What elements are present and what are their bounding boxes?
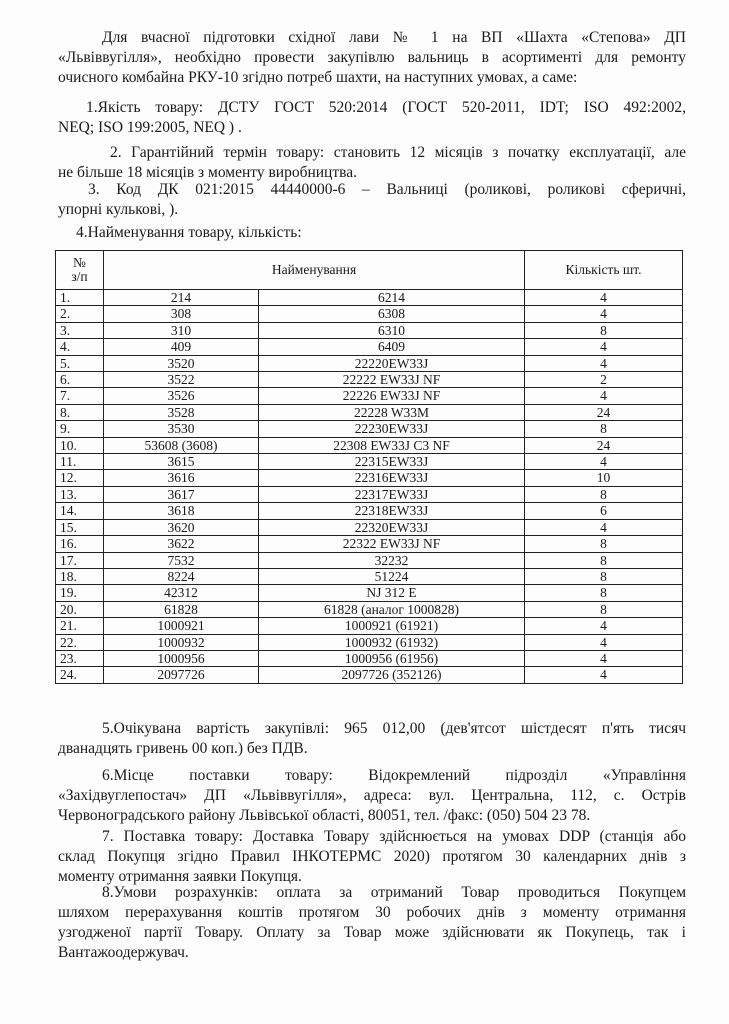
table-row xyxy=(56,568,683,584)
row-name: 6214 xyxy=(259,290,525,306)
table-row xyxy=(56,339,683,355)
row-number: 15. xyxy=(56,519,104,535)
table-row xyxy=(56,470,683,486)
table-row xyxy=(56,552,683,568)
row-name: 22308 EW33J C3 NF xyxy=(259,437,525,453)
row-code: 214 xyxy=(104,290,259,306)
row-number: 9. xyxy=(56,421,104,437)
delivery-place-line-3: Червоноградського району Львівської області, 80051, тел. /факс: (050) 504 23 78. xyxy=(58,807,591,824)
row-code: 1000932 xyxy=(104,634,259,650)
intro-line-3: очисного комбайна РКУ-10 згідно потреб шахти, на наступних умовах, а саме: xyxy=(58,69,578,86)
row-number: 8. xyxy=(56,404,104,420)
delivery-terms-paragraph xyxy=(58,827,686,887)
row-number: 16. xyxy=(56,536,104,552)
warranty-paragraph xyxy=(58,143,686,183)
table-body xyxy=(56,290,683,684)
warranty-line-1: 2. Гарантійний термін товару: становить 12 місяців з початку експлуатації, але xyxy=(110,144,686,161)
row-code: 308 xyxy=(104,306,259,322)
row-quantity: 8 xyxy=(525,552,683,568)
row-code: 3616 xyxy=(104,470,259,486)
row-number: 19. xyxy=(56,585,104,601)
row-quantity: 4 xyxy=(525,355,683,371)
row-name: 51224 xyxy=(259,568,525,584)
row-name: 22317EW33J xyxy=(259,486,525,502)
quality-line-2: NEQ; ISO 199:2005, NEQ ) . xyxy=(58,119,242,136)
delivery-place-paragraph xyxy=(58,766,686,826)
row-quantity: 8 xyxy=(525,536,683,552)
payment-line-4: Вантажоодержувач. xyxy=(58,944,189,961)
row-number: 2. xyxy=(56,306,104,322)
table-row xyxy=(56,454,683,470)
table-row xyxy=(56,355,683,371)
row-quantity: 24 xyxy=(525,404,683,420)
code-line-1: 3. Код ДК 021:2015 44440000-6 – Вальниці (роликові, роликові сферичні, xyxy=(88,181,686,198)
row-name: 6409 xyxy=(259,339,525,355)
table-row xyxy=(56,650,683,666)
delivery-place-line-1: 6.Місце поставки товару: Відокремлений підрозділ «Управління xyxy=(102,767,686,784)
payment-paragraph xyxy=(58,883,686,963)
row-number: 21. xyxy=(56,618,104,634)
row-name: 1000932 (61932) xyxy=(259,634,525,650)
row-quantity: 4 xyxy=(525,339,683,355)
row-name: 22316EW33J xyxy=(259,470,525,486)
payment-line-3: узгодженої партії Товару. Оплату за Товар може здійснювати як Покупець, так і xyxy=(58,924,686,941)
row-code: 3615 xyxy=(104,454,259,470)
row-quantity: 8 xyxy=(525,322,683,338)
row-code: 3622 xyxy=(104,536,259,552)
row-code: 2097726 xyxy=(104,667,259,683)
table-row xyxy=(56,536,683,552)
table-row xyxy=(56,486,683,502)
row-number: 12. xyxy=(56,470,104,486)
row-number: 14. xyxy=(56,503,104,519)
row-quantity: 4 xyxy=(525,306,683,322)
quality-line-1: 1.Якість товару: ДСТУ ГОСТ 520:2014 (ГОСТ 520-2011, IDT; ISO 492:2002, xyxy=(86,99,686,116)
row-code: 61828 xyxy=(104,601,259,617)
row-quantity: 10 xyxy=(525,470,683,486)
row-quantity: 24 xyxy=(525,437,683,453)
table-row xyxy=(56,322,683,338)
row-quantity: 8 xyxy=(525,486,683,502)
row-number: 23. xyxy=(56,650,104,666)
header-name: Найменування xyxy=(104,251,525,290)
row-quantity: 4 xyxy=(525,667,683,683)
row-name: NJ 312 E xyxy=(259,585,525,601)
row-code: 409 xyxy=(104,339,259,355)
table-header-row xyxy=(56,251,683,290)
row-code: 310 xyxy=(104,322,259,338)
row-name: 6310 xyxy=(259,322,525,338)
intro-line-1: Для вчасної підготовки східної лави № 1 на ВП «Шахта «Степова» ДП xyxy=(102,29,686,46)
row-number: 6. xyxy=(56,372,104,388)
row-name: 22315EW33J xyxy=(259,454,525,470)
row-number: 20. xyxy=(56,601,104,617)
header-number xyxy=(56,251,104,290)
row-quantity: 8 xyxy=(525,421,683,437)
row-name: 22322 EW33J NF xyxy=(259,536,525,552)
row-code: 7532 xyxy=(104,552,259,568)
table-row xyxy=(56,601,683,617)
row-name: 22320EW33J xyxy=(259,519,525,535)
row-name: 6308 xyxy=(259,306,525,322)
header-number-sign: № xyxy=(73,255,86,270)
table-row xyxy=(56,437,683,453)
row-code: 8224 xyxy=(104,568,259,584)
table-row xyxy=(56,290,683,306)
row-number: 10. xyxy=(56,437,104,453)
row-name: 61828 (аналог 1000828) xyxy=(259,601,525,617)
row-quantity: 4 xyxy=(525,290,683,306)
items-title-text: 4.Найменування товару, кількість: xyxy=(76,224,302,241)
header-quantity: Кількість шт. xyxy=(525,251,683,290)
row-number: 22. xyxy=(56,634,104,650)
price-line-1: 5.Очікувана вартість закупівлі: 965 012,00 (дев'ятсот шістдесят п'ять тисяч xyxy=(102,720,686,737)
row-name: 1000921 (61921) xyxy=(259,618,525,634)
row-quantity: 4 xyxy=(525,454,683,470)
table-row xyxy=(56,667,683,683)
row-number: 3. xyxy=(56,322,104,338)
table-row xyxy=(56,519,683,535)
row-number: 17. xyxy=(56,552,104,568)
table-row xyxy=(56,421,683,437)
intro-paragraph xyxy=(58,28,686,88)
row-number: 4. xyxy=(56,339,104,355)
row-code: 3530 xyxy=(104,421,259,437)
row-code: 3522 xyxy=(104,372,259,388)
row-code: 3520 xyxy=(104,355,259,371)
delivery-terms-line-2: склад Покупця згідно Правил ІНКОТЕРМС 2020) протягом 30 календарних днів з xyxy=(58,848,686,865)
code-line-2: упорні кулькові, ). xyxy=(58,201,179,218)
row-code: 1000956 xyxy=(104,650,259,666)
delivery-terms-line-1: 7. Поставка товару: Доставка Товару здійснюється на умовах DDP (станція або xyxy=(102,828,686,845)
payment-line-1: 8.Умови розрахунків: оплата за отриманий Товар проводиться Покупцем xyxy=(102,884,686,901)
goods-table xyxy=(55,250,683,684)
row-name: 2097726 (352126) xyxy=(259,667,525,683)
row-number: 13. xyxy=(56,486,104,502)
payment-line-2: шляхом перерахування коштів протягом 30 робочих днів з моменту отримання xyxy=(58,904,686,921)
row-code: 3526 xyxy=(104,388,259,404)
code-paragraph xyxy=(58,180,686,220)
row-code: 3528 xyxy=(104,404,259,420)
row-name: 32232 xyxy=(259,552,525,568)
quality-paragraph xyxy=(58,98,686,138)
price-line-2: дванадцять гривень 00 коп.) без ПДВ. xyxy=(58,740,308,757)
row-quantity: 8 xyxy=(525,568,683,584)
row-quantity: 4 xyxy=(525,634,683,650)
row-quantity: 2 xyxy=(525,372,683,388)
row-quantity: 8 xyxy=(525,601,683,617)
row-quantity: 4 xyxy=(525,388,683,404)
row-code: 3620 xyxy=(104,519,259,535)
row-code: 53608 (3608) xyxy=(104,437,259,453)
price-paragraph xyxy=(58,719,686,759)
row-quantity: 4 xyxy=(525,650,683,666)
row-number: 24. xyxy=(56,667,104,683)
row-name: 22228 W33M xyxy=(259,404,525,420)
row-quantity: 8 xyxy=(525,585,683,601)
table-row xyxy=(56,404,683,420)
row-name: 22220EW33J xyxy=(259,355,525,371)
table-row xyxy=(56,618,683,634)
row-name: 22222 EW33J NF xyxy=(259,372,525,388)
header-number-abbr: з/п xyxy=(71,269,88,284)
row-number: 5. xyxy=(56,355,104,371)
row-quantity: 4 xyxy=(525,519,683,535)
row-number: 18. xyxy=(56,568,104,584)
row-quantity: 4 xyxy=(525,618,683,634)
row-number: 11. xyxy=(56,454,104,470)
table-row xyxy=(56,634,683,650)
row-name: 1000956 (61956) xyxy=(259,650,525,666)
table-row xyxy=(56,372,683,388)
table-row xyxy=(56,388,683,404)
row-number: 7. xyxy=(56,388,104,404)
table-row xyxy=(56,306,683,322)
warranty-line-2: не більше 18 місяців з моменту виробництва. xyxy=(58,164,357,181)
delivery-terms-line-3: моменту отримання заявки Покупця. xyxy=(58,868,302,885)
row-number: 1. xyxy=(56,290,104,306)
row-code: 3617 xyxy=(104,486,259,502)
items-title xyxy=(58,223,686,243)
row-quantity: 6 xyxy=(525,503,683,519)
row-name: 22230EW33J xyxy=(259,421,525,437)
delivery-place-line-2: «Західвуглепостач» ДП «Львіввугілля», адреса: вул. Центральна, 112, с. Острів xyxy=(58,787,686,804)
row-name: 22226 EW33J NF xyxy=(259,388,525,404)
table-row xyxy=(56,585,683,601)
row-code: 42312 xyxy=(104,585,259,601)
row-code: 3618 xyxy=(104,503,259,519)
intro-line-2: «Львіввугілля», необхідно провести закупівлю вальниць в асортименті для ремонту xyxy=(58,49,686,66)
row-code: 1000921 xyxy=(104,618,259,634)
row-name: 22318EW33J xyxy=(259,503,525,519)
table-row xyxy=(56,503,683,519)
